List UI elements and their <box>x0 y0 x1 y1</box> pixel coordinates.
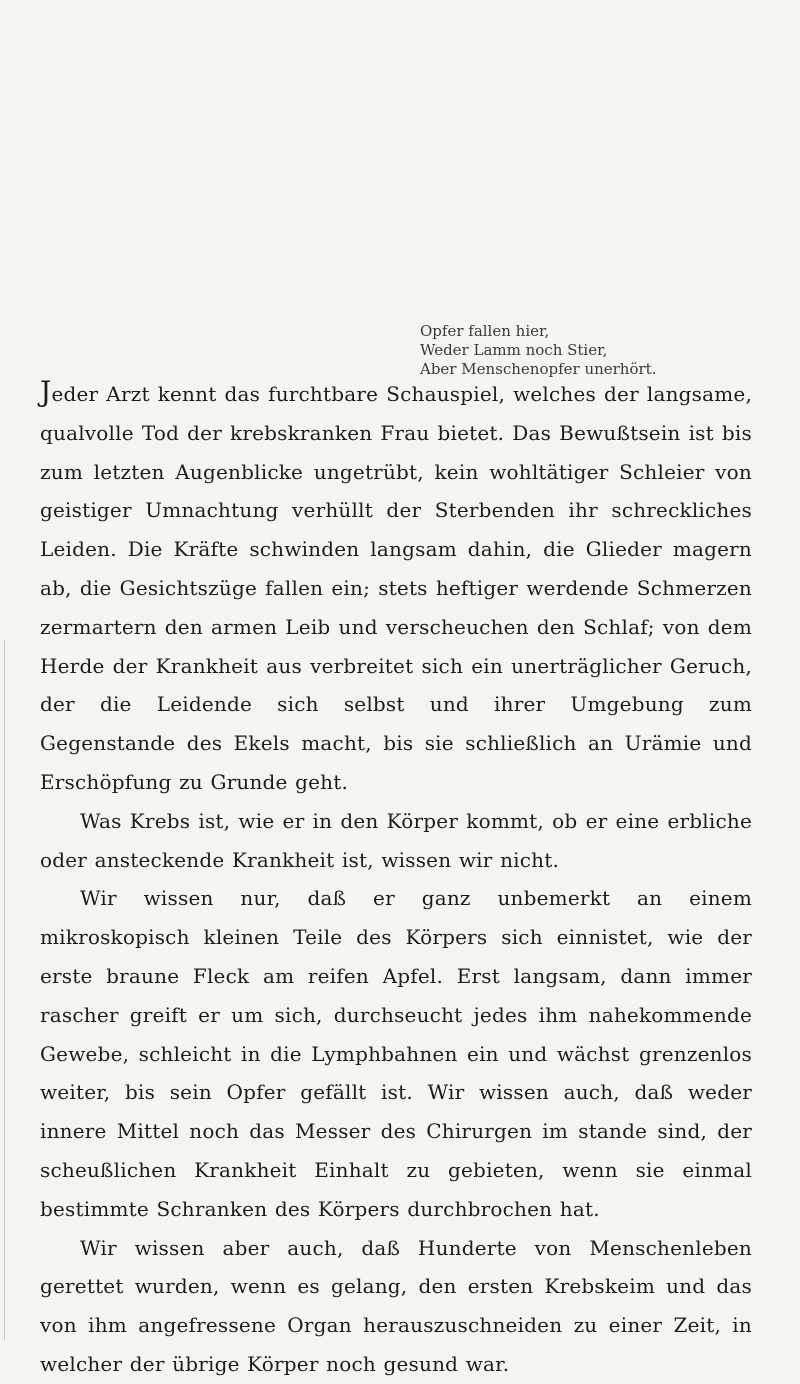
body-text <box>40 375 752 1384</box>
paragraph <box>40 1229 752 1384</box>
paragraph-text: Was Krebs ist, wie er in den Körper kommt, ob er eine erbliche oder ansteckende Krankheit ist, wissen wir nicht. <box>40 808 752 872</box>
epigraph-line: Aber Menschenopfer unerhört. <box>420 360 657 378</box>
epigraph-line: Opfer fallen hier, <box>420 322 550 340</box>
paragraph <box>40 375 752 802</box>
paragraph-text: eder Arzt kennt das furchtbare Schauspiel, welches der langsame, qualvolle Tod der krebskranken Frau bietet. Das Bewußtsein ist bis zum letzten Augenblicke ungetrübt, kein wohltätiger Schleier von geistiger Umnachtung verhüllt der Sterbenden ihr schreckliches Leiden. Die Kräfte schwinden langsam dahin, die Glieder magern ab, die Gesichtszüge fallen ein; stets heftiger werdende Schmerzen zermartern den armen Leib und verscheuchen den Schlaf; von dem Herde der Krankheit aus verbreitet sich ein unerträglicher Geruch, der die Leidende sich selbst und ihrer Umgebung zum Gegenstande des Ekels macht, bis sie schließlich an Urämie und Erschöpfung zu Grunde geht. <box>40 382 752 794</box>
paragraph <box>40 802 752 880</box>
epigraph <box>420 322 780 379</box>
epigraph-line: Weder Lamm noch Stier, <box>420 341 608 359</box>
page-edge-shadow <box>4 640 5 1340</box>
paragraph <box>40 879 752 1228</box>
paragraph-text: Wir wissen nur, daß er ganz unbemerkt an einem mikroskopisch kleinen Teile des Körpers sich einnistet, wie der erste braune Fleck am reifen Apfel. Erst langsam, dann immer rascher greift er um sich, durchseucht jedes ihm nahekommende Gewebe, schleicht in die Lymphbahnen ein und wächst grenzenlos weiter, bis sein Opfer gefällt ist. Wir wissen auch, daß weder innere Mittel noch das Messer des Chirurgen im stande sind, der scheußlichen Krankheit Einhalt zu gebieten, wenn sie einmal bestimmte Schranken des Körpers durchbrochen hat. <box>40 886 752 1221</box>
paragraph-text: Wir wissen aber auch, daß Hunderte von Menschenleben gerettet wurden, wenn es gelang, den ersten Krebskeim und das von ihm angefressene Organ herauszuschneiden zu einer Zeit, in welcher der übrige Körper noch gesund war. <box>40 1235 752 1376</box>
initial-letter: J <box>40 375 52 408</box>
